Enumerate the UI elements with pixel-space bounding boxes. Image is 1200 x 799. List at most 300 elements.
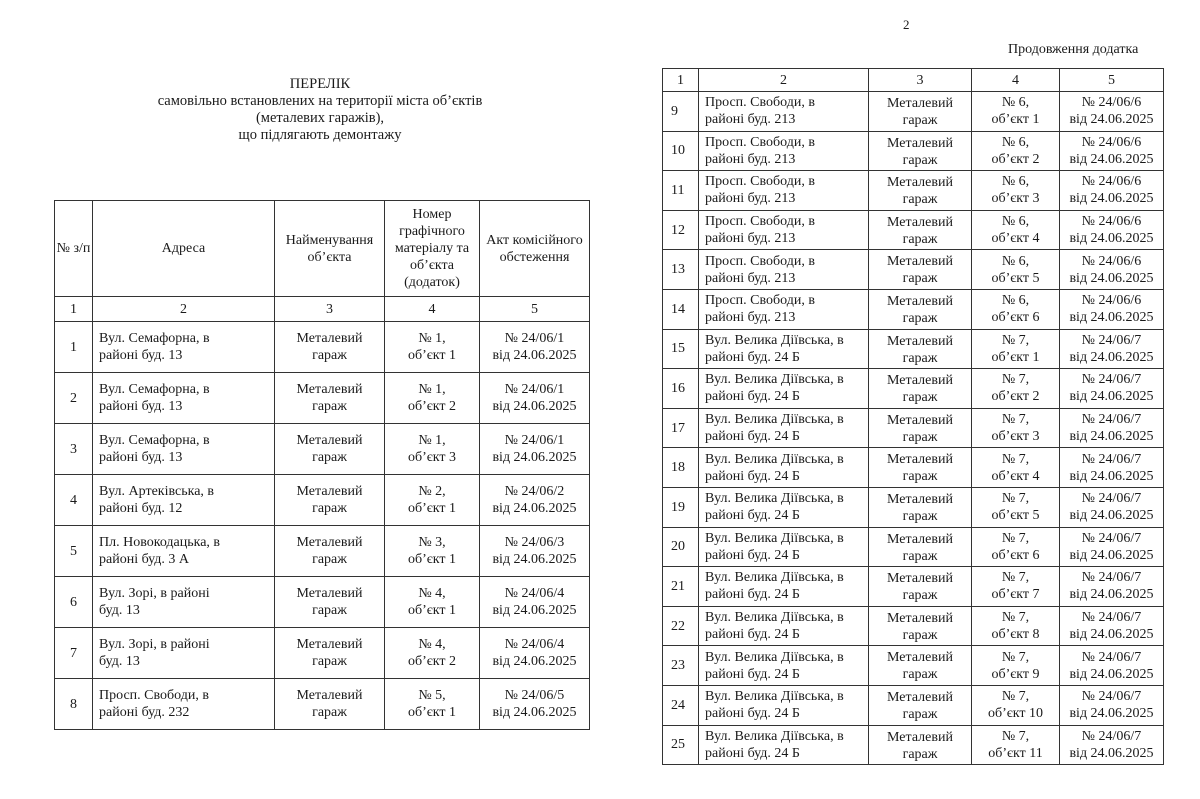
act-line: № 24/06/7 [1081,570,1142,586]
row-number: 12 [663,210,699,250]
row-number: 17 [663,408,699,448]
continuation-note: Продовження додатка [1008,42,1139,57]
act-line: № 24/06/7 [1081,689,1142,705]
object-name-cell [869,289,972,329]
graphic-number-cell [385,628,480,679]
graphic-number-cell [972,369,1060,409]
object-name-cell [869,606,972,646]
graphic-number-line: № 3, [418,535,446,550]
address-cell [93,475,275,526]
column-number: 2 [699,69,869,92]
graphic-number-line: об’єкт 7 [991,587,1040,603]
address-line: районі буд. 232 [99,705,190,720]
graphic-number-line: № 7, [1001,610,1030,626]
graphic-number-line: № 7, [1001,491,1030,507]
act-line: від 24.06.2025 [492,348,577,363]
table-row [663,369,1164,409]
table-row [663,171,1164,211]
act-line: від 24.06.2025 [1069,270,1154,286]
object-name-line: Металевий [887,373,953,389]
act-line: № 24/06/1 [504,382,565,397]
act-line: від 24.06.2025 [1069,587,1154,603]
act-cell [1060,210,1164,250]
object-name-cell [869,210,972,250]
row-number: 15 [663,329,699,369]
object-name-cell [275,679,385,730]
object-name-line: Металевий [887,135,953,151]
graphic-number-cell [972,289,1060,329]
graphic-number-cell [972,131,1060,171]
act-cell [1060,685,1164,725]
object-name-cell [275,424,385,475]
object-name-cell [275,373,385,424]
address-cell [699,646,869,686]
act-line: № 24/06/4 [504,637,565,652]
address-line: Просп. Свободи, в [705,134,815,150]
address-line: Просп. Свободи, в [99,688,209,703]
row-number: 14 [663,289,699,329]
row-number: 23 [663,646,699,686]
address-cell [699,685,869,725]
address-cell [699,448,869,488]
graphic-number-cell [385,373,480,424]
address-line: буд. 13 [99,654,140,669]
act-cell [1060,408,1164,448]
act-cell [480,526,590,577]
row-number: 25 [663,725,699,765]
address-line: Пл. Новокодацька, в [99,535,221,550]
object-name-line: Металевий [296,586,363,601]
act-cell [480,322,590,373]
header-address: Адреса [93,201,275,297]
graphic-number-line: № 1, [418,433,446,448]
graphic-number-cell [972,487,1060,527]
address-line: районі буд. 24 Б [705,429,800,445]
act-line: № 24/06/1 [504,433,565,448]
object-name-cell [275,475,385,526]
act-line: від 24.06.2025 [492,705,577,720]
column-number: 2 [93,297,275,322]
address-cell [93,577,275,628]
object-name-cell [869,329,972,369]
graphic-number-line: № 7, [1001,649,1030,665]
graphic-number-line: об’єкт 9 [991,666,1040,682]
act-cell [1060,567,1164,607]
address-cell [93,679,275,730]
object-name-cell [869,171,972,211]
address-cell [93,526,275,577]
graphic-number-cell [385,679,480,730]
object-name-cell [869,250,972,290]
graphic-number-line: об’єкт 8 [991,627,1040,643]
graphic-number-cell [385,322,480,373]
table-row [663,289,1164,329]
act-line: № 24/06/6 [1081,134,1142,150]
column-number: 5 [480,297,590,322]
address-cell [699,171,869,211]
object-name-line: гараж [902,508,938,524]
object-name-line: гараж [312,348,347,363]
object-name-line: гараж [902,548,938,564]
object-name-cell [869,131,972,171]
graphic-number-line: об’єкт 2 [991,389,1040,405]
object-name-line: гараж [902,231,938,247]
table-row [663,131,1164,171]
act-cell [1060,289,1164,329]
graphic-number-cell [972,250,1060,290]
graphic-number-line: об’єкт 2 [407,399,457,414]
header-act: Акт комісійного обстеження [480,201,590,297]
act-line: від 24.06.2025 [1069,745,1154,761]
object-name-line: Металевий [887,214,953,230]
row-number: 24 [663,685,699,725]
object-name-cell [869,725,972,765]
document-title [80,76,560,144]
address-cell [699,250,869,290]
object-name-line: гараж [902,152,938,168]
garages-table-page-2 [662,68,1164,765]
column-number: 5 [1060,69,1164,92]
graphic-number-line: об’єкт 11 [988,745,1043,761]
table-row [663,487,1164,527]
act-line: № 24/06/7 [1081,332,1142,348]
table-row [663,567,1164,607]
act-line: від 24.06.2025 [492,450,577,465]
table-row [55,526,590,577]
table-row [663,210,1164,250]
object-name-line: гараж [902,350,938,366]
object-name-cell [275,577,385,628]
row-number: 7 [55,628,93,679]
row-number: 13 [663,250,699,290]
table-row [55,628,590,679]
object-name-line: Металевий [296,535,363,550]
object-name-line: гараж [902,588,938,604]
address-line: районі буд. 12 [99,501,183,516]
graphic-number-line: об’єкт 1 [407,705,457,720]
table-row [663,685,1164,725]
row-number: 10 [663,131,699,171]
address-line: Просп. Свободи, в [705,293,815,309]
address-line: районі буд. 24 Б [705,349,800,365]
address-line: Вул. Велика Діївська, в [705,689,844,705]
act-line: № 24/06/6 [1081,214,1142,230]
graphic-number-line: об’єкт 2 [407,654,457,669]
object-name-line: гараж [902,429,938,445]
act-cell [1060,92,1164,132]
address-cell [699,131,869,171]
act-line: від 24.06.2025 [1069,112,1154,128]
address-cell [699,210,869,250]
address-cell [699,725,869,765]
act-line: № 24/06/7 [1081,451,1142,467]
table-row [663,527,1164,567]
act-line: № 24/06/4 [504,586,565,601]
table-row [663,606,1164,646]
object-name-cell [869,448,972,488]
row-number: 5 [55,526,93,577]
object-name-cell [869,369,972,409]
object-name-cell [275,322,385,373]
graphic-number-cell [972,210,1060,250]
address-line: районі буд. 24 Б [705,706,800,722]
address-line: Вул. Велика Діївська, в [705,610,844,626]
graphic-number-cell [972,408,1060,448]
graphic-number-cell [972,685,1060,725]
address-line: Вул. Артеківська, в [99,484,215,499]
header-name: Найменування об’єкта [275,201,385,297]
act-line: від 24.06.2025 [1069,508,1154,524]
address-cell [93,322,275,373]
table-row [55,424,590,475]
graphic-number-line: № 7, [1001,372,1030,388]
graphic-number-line: № 7, [1001,728,1030,744]
act-line: від 24.06.2025 [1069,547,1154,563]
address-line: районі буд. 24 Б [705,468,800,484]
act-line: № 24/06/7 [1081,610,1142,626]
graphic-number-cell [972,171,1060,211]
page-number: 2 [903,17,910,32]
address-line: районі буд. 24 Б [705,745,800,761]
row-number: 20 [663,527,699,567]
row-number: 21 [663,567,699,607]
object-name-line: гараж [312,603,347,618]
act-line: № 24/06/7 [1081,372,1142,388]
table-row [55,373,590,424]
act-cell [1060,329,1164,369]
object-name-line: гараж [902,310,938,326]
act-line: № 24/06/1 [504,331,565,346]
graphic-number-line: № 6, [1001,134,1030,150]
graphic-number-cell [972,646,1060,686]
table-row [55,322,590,373]
object-name-line: Металевий [887,491,953,507]
header-graphic: Номер графічного матеріалу та об’єкта (додаток) [385,201,480,297]
address-cell [699,606,869,646]
address-line: Просп. Свободи, в [705,214,815,230]
address-cell [699,329,869,369]
graphic-number-cell [972,606,1060,646]
graphic-number-cell [972,527,1060,567]
graphic-number-line: № 2, [418,484,446,499]
act-line: від 24.06.2025 [492,552,577,567]
act-line: від 24.06.2025 [1069,231,1154,247]
graphic-number-line: № 7, [1001,412,1030,428]
graphic-number-cell [385,577,480,628]
address-line: районі буд. 3 А [99,552,190,567]
graphic-number-cell [385,424,480,475]
graphic-number-line: № 6, [1001,253,1030,269]
act-line: від 24.06.2025 [1069,706,1154,722]
graphic-number-line: об’єкт 1 [991,112,1040,128]
object-name-line: гараж [902,192,938,208]
object-name-line: гараж [312,450,347,465]
act-cell [1060,448,1164,488]
act-cell [480,679,590,730]
garages-table-page-1 [54,200,590,730]
object-name-line: гараж [312,552,347,567]
row-number: 3 [55,424,93,475]
table-row [663,329,1164,369]
act-line: від 24.06.2025 [1069,429,1154,445]
address-line: районі буд. 24 Б [705,627,800,643]
act-line: № 24/06/6 [1081,253,1142,269]
address-line: районі буд. 13 [99,348,183,363]
act-cell [1060,646,1164,686]
graphic-number-line: № 7, [1001,451,1030,467]
act-cell [1060,606,1164,646]
table-row [55,577,590,628]
object-name-cell [275,628,385,679]
address-cell [93,373,275,424]
act-line: № 24/06/6 [1081,174,1142,190]
act-line: № 24/06/6 [1081,95,1142,111]
act-line: від 24.06.2025 [1069,666,1154,682]
act-line: № 24/06/7 [1081,412,1142,428]
object-name-line: Металевий [296,637,363,652]
object-name-line: Металевий [887,333,953,349]
address-line: Вул. Велика Діївська, в [705,372,844,388]
table-row [663,448,1164,488]
object-name-line: Металевий [296,433,363,448]
address-line: районі буд. 13 [99,450,183,465]
graphic-number-cell [972,92,1060,132]
object-name-cell [869,92,972,132]
graphic-number-line: об’єкт 2 [991,151,1040,167]
graphic-number-cell [972,725,1060,765]
address-cell [699,289,869,329]
act-line: від 24.06.2025 [1069,389,1154,405]
address-line: районі буд. 213 [705,231,796,247]
graphic-number-line: об’єкт 10 [987,706,1044,722]
graphic-number-line: об’єкт 3 [991,429,1040,445]
object-name-line: Металевий [887,412,953,428]
object-name-cell [869,527,972,567]
graphic-number-line: об’єкт 6 [991,310,1040,326]
title-line-3: (металевих гаражів), [255,110,385,126]
object-name-line: гараж [902,390,938,406]
graphic-number-line: об’єкт 4 [991,468,1040,484]
act-line: № 24/06/5 [504,688,565,703]
row-number: 2 [55,373,93,424]
graphic-number-line: № 4, [418,586,446,601]
act-line: від 24.06.2025 [492,501,577,516]
object-name-line: Металевий [887,571,953,587]
address-cell [93,424,275,475]
address-line: Вул. Семафорна, в [99,382,210,397]
act-line: від 24.06.2025 [1069,151,1154,167]
object-name-line: Металевий [887,175,953,191]
act-cell [480,475,590,526]
graphic-number-line: об’єкт 3 [407,450,457,465]
table-row [663,92,1164,132]
object-name-line: гараж [312,501,347,516]
table-row [55,679,590,730]
address-cell [699,527,869,567]
act-cell [1060,725,1164,765]
address-line: районі буд. 24 Б [705,587,800,603]
address-line: Вул. Велика Діївська, в [705,451,844,467]
graphic-number-cell [972,448,1060,488]
object-name-line: Металевий [887,650,953,666]
graphic-number-line: об’єкт 4 [991,231,1040,247]
object-name-line: Металевий [887,293,953,309]
object-name-cell [869,408,972,448]
column-number: 4 [972,69,1060,92]
column-number: 1 [55,297,93,322]
column-number: 3 [869,69,972,92]
address-cell [93,628,275,679]
object-name-line: гараж [312,705,347,720]
graphic-number-line: № 6, [1001,174,1030,190]
graphic-number-line: № 4, [418,637,446,652]
address-line: Вул. Велика Діївська, в [705,491,844,507]
object-name-line: гараж [902,667,938,683]
act-line: № 24/06/6 [1081,293,1142,309]
address-line: Вул. Велика Діївська, в [705,570,844,586]
object-name-line: гараж [902,271,938,287]
table-row [663,408,1164,448]
object-name-line: Металевий [887,729,953,745]
address-cell [699,487,869,527]
graphic-number-line: об’єкт 1 [407,552,457,567]
graphic-number-cell [972,567,1060,607]
object-name-cell [869,685,972,725]
column-number: 3 [275,297,385,322]
act-cell [1060,369,1164,409]
object-name-line: Металевий [296,382,363,397]
address-line: районі буд. 13 [99,399,183,414]
header-num: № з/п [55,201,93,297]
address-line: Вул. Велика Діївська, в [705,530,844,546]
object-name-line: Металевий [296,688,363,703]
address-line: районі буд. 24 Б [705,547,800,563]
row-number: 22 [663,606,699,646]
graphic-number-cell [385,526,480,577]
object-name-line: Металевий [296,484,363,499]
address-cell [699,369,869,409]
act-line: від 24.06.2025 [1069,468,1154,484]
address-cell [699,567,869,607]
act-line: № 24/06/3 [504,535,565,550]
address-cell [699,92,869,132]
object-name-line: гараж [902,706,938,722]
column-number: 4 [385,297,480,322]
graphic-number-line: № 6, [1001,95,1030,111]
title-line-1: ПЕРЕЛІК [289,76,351,92]
graphic-number-line: № 6, [1001,293,1030,309]
object-name-line: гараж [312,399,347,414]
act-cell [480,424,590,475]
address-line: Вул. Семафорна, в [99,331,210,346]
act-line: № 24/06/2 [504,484,565,499]
address-line: Просп. Свободи, в [705,95,815,111]
graphic-number-line: об’єкт 1 [407,348,457,363]
address-line: Просп. Свободи, в [705,253,815,269]
graphic-number-line: № 5, [418,688,446,703]
address-line: районі буд. 24 Б [705,508,800,524]
title-line-4: що підлягають демонтажу [238,127,402,143]
row-number: 8 [55,679,93,730]
row-number: 4 [55,475,93,526]
act-cell [1060,171,1164,211]
act-line: від 24.06.2025 [492,399,577,414]
act-line: № 24/06/7 [1081,530,1142,546]
object-name-cell [275,526,385,577]
graphic-number-cell [972,329,1060,369]
object-name-line: гараж [902,627,938,643]
graphic-number-line: № 6, [1001,214,1030,230]
